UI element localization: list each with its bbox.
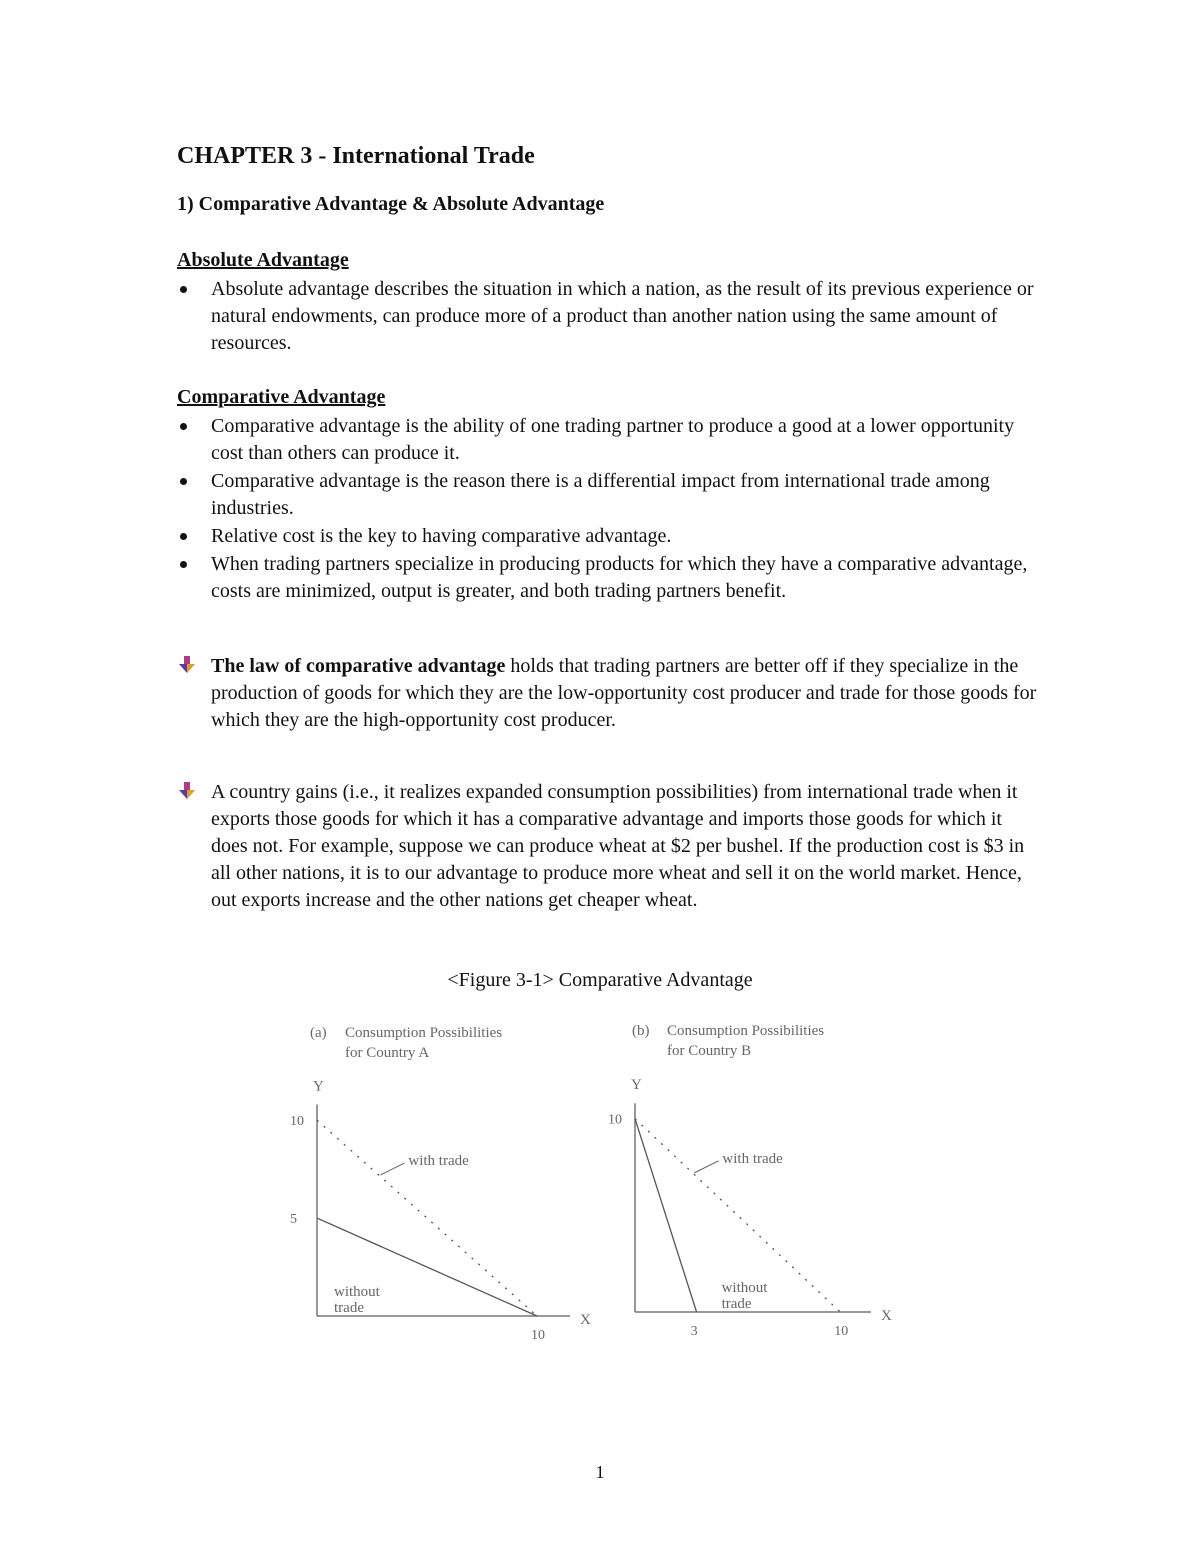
absolute-advantage-heading: Absolute Advantage <box>177 249 349 271</box>
panel-a-x-axis-label: X <box>580 1312 591 1328</box>
comparative-advantage-heading: Comparative Advantage <box>177 386 386 408</box>
panel-a-title-line1: Consumption Possibilities <box>345 1025 503 1041</box>
absolute-advantage-list <box>177 276 1037 358</box>
panel-a-without-trade-label-line1: without <box>334 1284 380 1300</box>
gains-text: A country gains (i.e., it realizes expanded consumption possibilities) from international trade when it exports those goods for which it has a comparative advantage and imports those goods for which it does not. For example, suppose we can produce wheat at $2 per bushel. If the production cost is $3 in all other nations, it is to our advantage to produce more wheat and sell it on the world market. Hence, out exports increase and the other nations get cheaper wheat. <box>211 781 1025 911</box>
arrow-down-bullet-icon <box>177 781 197 801</box>
panel-b-title-line1: Consumption Possibilities <box>667 1023 825 1039</box>
panel-b-x-axis-label: X <box>881 1308 892 1324</box>
panel-b-x-tick-label: 3 <box>690 1324 698 1339</box>
panel-b-without-trade-label-line2: trade <box>721 1296 752 1312</box>
panel-b-y-axis-label: Y <box>631 1077 642 1094</box>
panel-a-with-trade-label: with trade <box>408 1153 469 1170</box>
law-bold-term: The law of comparative advantage <box>211 655 506 677</box>
panel-a-without-trade-label-line2: trade <box>334 1300 364 1316</box>
panel-b-with-trade-pointer <box>694 1161 718 1173</box>
law-text <box>177 653 1037 734</box>
list-item: Relative cost is the key to having comparative advantage. <box>177 523 1037 550</box>
panel-a-with-trade-pointer <box>380 1163 404 1175</box>
law-of-comparative-advantage <box>177 653 1037 734</box>
comparative-advantage-list <box>177 413 1037 606</box>
panel-a-label: (a) <box>310 1025 327 1041</box>
section-title: 1) Comparative Advantage & Absolute Advantage <box>177 193 605 215</box>
panel-b-series-without-trade <box>635 1119 697 1312</box>
list-item: Comparative advantage is the reason there is a differential impact from international trade among industries. <box>177 468 1037 522</box>
panel-b-y-tick-label: 10 <box>608 1112 622 1128</box>
list-item: Absolute advantage describes the situation in which a nation, as the result of its previous experience or natural endowments, can produce more of a product than another nation using the same amount of resources. <box>177 276 1037 357</box>
panel-b-title-line2: for Country B <box>667 1043 752 1059</box>
panel-b-with-trade-label: with trade <box>722 1150 783 1167</box>
chapter-title: CHAPTER 3 - International Trade <box>177 143 535 169</box>
list-item: When trading partners specialize in producing products for which they have a comparative advantage, costs are minimized, output is greater, and both trading partners benefit. <box>177 551 1037 605</box>
panel-b-label: (b) <box>632 1023 650 1039</box>
page-number: 1 <box>595 1462 605 1482</box>
panel-a-title-line2: for Country A <box>345 1045 430 1061</box>
arrow-down-bullet-icon <box>177 655 197 675</box>
panel-b-x-tick-label: 10 <box>834 1324 849 1339</box>
panel-a-y-tick-label: 10 <box>290 1114 304 1130</box>
law-rest: holds that trading partners are better off if they specialize in the production of goods for which they are the low-opportunity cost producer and trade for those goods for which they are the high-opportunity cost producer. <box>211 655 1037 731</box>
panel-a-x-tick-label: 10 <box>531 1328 545 1343</box>
comparative-advantage-figure <box>270 1010 930 1350</box>
figure-caption: <Figure 3-1> Comparative Advantage <box>447 969 753 991</box>
list-item: Comparative advantage is the ability of one trading partner to produce a good at a lower opportunity cost than others can produce it. <box>177 413 1037 467</box>
gains-from-trade <box>177 779 1037 914</box>
panel-b-without-trade-label-line1: without <box>721 1280 768 1296</box>
panel-a-y-tick-label: 5 <box>290 1212 297 1228</box>
panel-a-y-axis-label: Y <box>313 1078 324 1095</box>
